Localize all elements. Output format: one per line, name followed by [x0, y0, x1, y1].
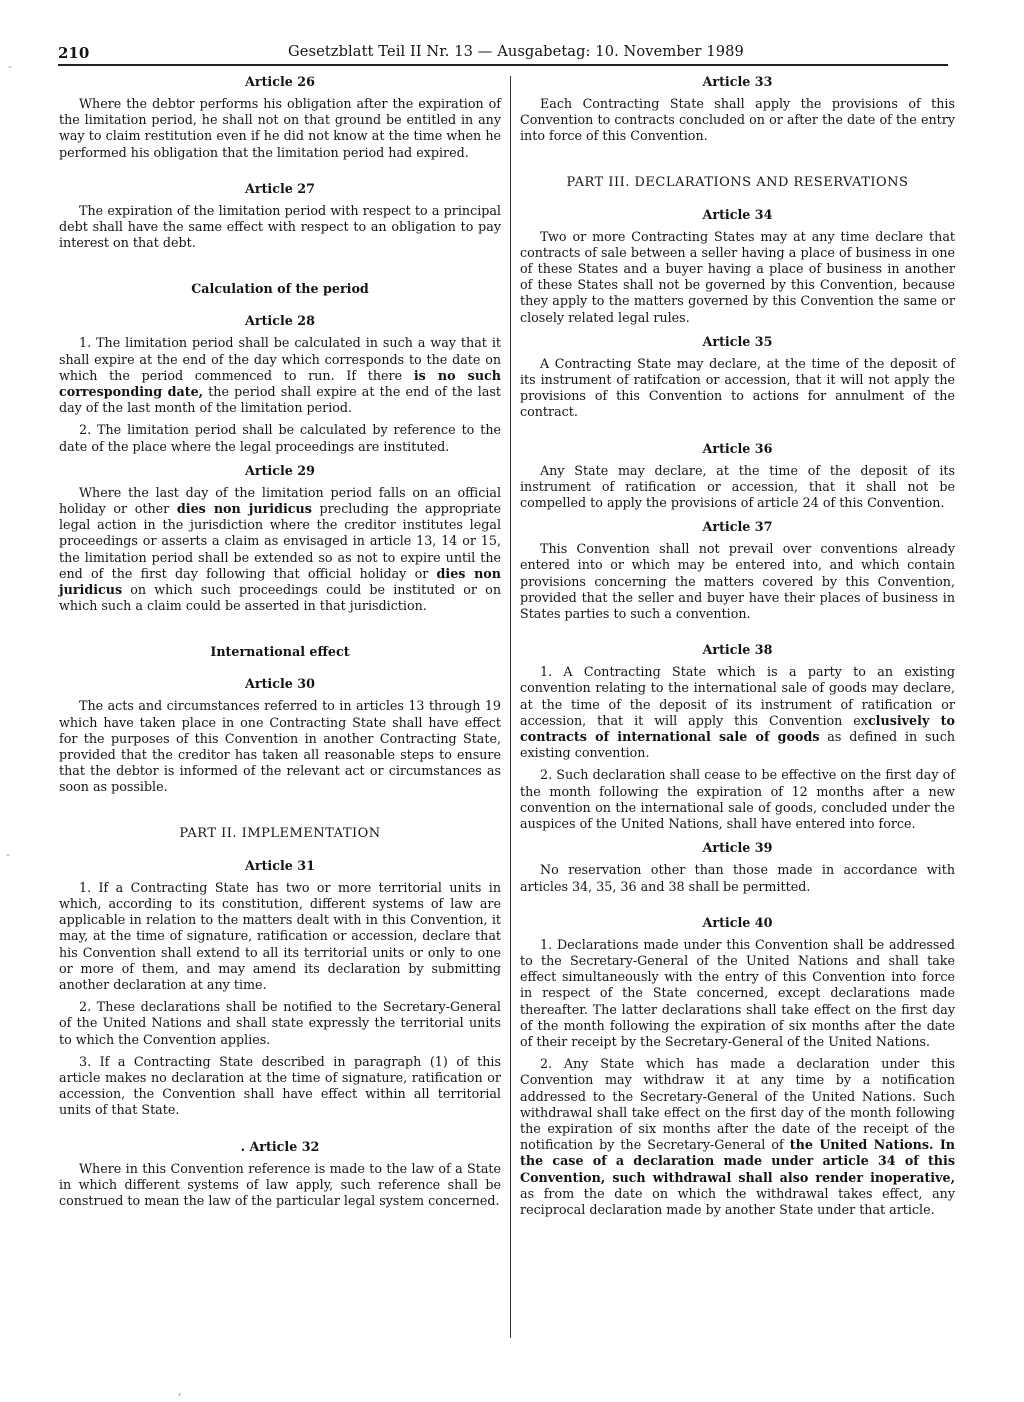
article-title: Article 36 — [702, 440, 773, 456]
article-paragraph: 1. The limitation period shall be calculated in such a way that it shall expire at the end of the day which corresponds to the date on which the period commenced to run. If there is no such corresponding date, the period shall expire at the end of the last day of the last month of the limitation period. — [59, 335, 501, 416]
article-paragraph: The acts and circumstances referred to in articles 13 through 19 which have taken place in one Contracting State shall have effect for the purposes of this Convention in another Contracting State, provided that the creditor has taken all reasonable steps to ensure that the debtor is informed of the relevant act or circumstances as soon as possible. — [59, 698, 501, 795]
article-title: Article 34 — [702, 206, 773, 222]
article-title: Article 30 — [245, 676, 315, 692]
scan-mark: - — [6, 848, 10, 861]
article-title: Article 29 — [245, 462, 315, 478]
article-title: Article 31 — [245, 857, 315, 873]
article-paragraph: A Contracting State may declare, at the time of the deposit of its instrument of ratifcation or accession, that it will not apply the provisions of this Convention to actions for annulment of the contract. — [520, 355, 955, 420]
article-title: Article 27 — [245, 180, 315, 196]
article-paragraph: 2. These declarations shall be notified to the Secretary-General of the United Nations and shall state expressly the territorial units to which the Convention applies. — [59, 999, 501, 1047]
article-paragraph: 1. Declarations made under this Convention shall be addressed to the Secretary-General of the United Nations and shall take effect simultaneously with the entry of this Convention into force in respect of the State concerned, except declarations made thereafter. The latter declarations shall take effect on the first day of the month following the expiration of six months after the date of their receipt by the Secretary-General of the United Nations. — [520, 936, 955, 1049]
article-paragraph: Each Contracting State shall apply the provisions of this Convention to contracts concluded on or after the date of the entry into force of this Convention. — [520, 96, 955, 144]
article-paragraph: 1. A Contracting State which is a party to an existing convention relating to the international sale of goods may declare, at the time of the deposit of its instrument of ratification or accession, that it will apply this Convention exclusively to contracts of international sale of goods as defined in such existing convention. — [520, 664, 955, 761]
article-title: Article 37 — [702, 519, 773, 535]
article-paragraph: 1. If a Contracting State has two or more territorial units in which, according to its constitution, different systems of law are applicable in relation to the matters dealt with in this Convention, it may, at the time of signature, ratification or accession, declare that his Convention shall extend to all its territorial units or only to one or more of them, and may amend its declaration by submitting another declaration at any time. — [59, 879, 501, 992]
right-column — [520, 74, 955, 1224]
article-paragraph: 2. Any State which has made a declaration under this Convention may withdraw it at any time by a notification addressed to the Secretary-General of the United Nations. Such withdrawal shall take effect on the first day of the month following the expiration of six months after the date of the receipt of the notification by the Secretary-General of the United Nations. In the case of a declaration made under article 34 of this Convention, such withdrawal shall also render inoperative, as from the date on which the withdrawal takes effect, any reciprocal declaration made by another State under that article. — [520, 1056, 955, 1217]
article-paragraph: Where the debtor performs his obligation after the expiration of the limitation period, he shall not on that ground be entitled in any way to claim restitution even if he did not know at the time when he performed his obligation that the limitation period had expired. — [59, 96, 501, 160]
section-heading: International effect — [210, 644, 350, 660]
article-paragraph: The expiration of the limitation period with respect to a principal debt shall have the same effect with respect to an obligation to pay interest on that debt. — [59, 202, 501, 251]
article-paragraph: Any State may declare, at the time of the deposit of its instrument of ratification or accession, that it shall not be compelled to apply the provisions of article 24 of this Convention. — [520, 462, 955, 511]
article-title: Article 40 — [702, 914, 773, 930]
article-title: Article 38 — [702, 642, 773, 658]
scan-mark: , — [178, 1385, 182, 1398]
article-title: Article 28 — [245, 313, 315, 329]
article-paragraph: Where the last day of the limitation period falls on an official holiday or other dies non juridicus precluding the appropriate legal action in the jurisdiction where the creditor institutes legal proceedings or asserts a claim as envisaged in article 13, 14 or 15, the limitation period shall be extended so as not to expire until the end of the first day following that official holiday or dies non juridicus on which such proceedings could be instituted or on which such a claim could be asserted in that jurisdiction. — [59, 484, 501, 614]
article-paragraph: 3. If a Contracting State described in paragraph (1) of this article makes no declaration at the time of signature, ratification or accession, the Convention shall have effect within all territorial units of that State. — [59, 1053, 501, 1118]
left-column — [59, 74, 501, 1215]
article-title: Article 33 — [702, 74, 773, 89]
page-number: 210 — [58, 44, 90, 62]
article-paragraph: No reservation other than those made in accordance with articles 34, 35, 36 and 38 shall be permitted. — [520, 862, 955, 894]
column-divider — [510, 76, 511, 1338]
section-heading: Calculation of the period — [191, 281, 369, 297]
article-paragraph: Where in this Convention reference is made to the law of a State in which different systems of law apply, such reference shall be construed to mean the law of the particular legal system concerned. — [59, 1160, 501, 1208]
article-title: . Article 32 — [240, 1138, 320, 1154]
article-paragraph: This Convention shall not prevail over conventions already entered into or which may be entered into, and which contain provisions concerning the matters covered by this Convention, provided that the seller and buyer have their places of business in States parties to such a convention. — [520, 541, 955, 622]
article-title: Article 39 — [702, 840, 773, 856]
article-paragraph: 2. The limitation period shall be calculated by reference to the date of the place where the legal proceedings are instituted. — [59, 422, 501, 454]
article-title: Article 26 — [245, 74, 315, 89]
running-title: Gesetzblatt Teil II Nr. 13 — Ausgabetag: 10. November 1989 — [288, 43, 744, 60]
article-paragraph: Two or more Contracting States may at any time declare that contracts of sale between a seller having a place of business in one of these States and a buyer having a place of business in another of these States shall not be governed by this Convention, because they apply to the matters governed by this Convention the same or closely related legal rules. — [520, 228, 955, 325]
part-heading: PART III. DECLARATIONS AND RESERVATIONS — [566, 174, 909, 190]
part-heading: PART II. IMPLEMENTATION — [179, 825, 381, 841]
scan-mark: - — [8, 60, 12, 73]
page-header — [58, 38, 948, 66]
article-title: Article 35 — [702, 333, 773, 349]
article-paragraph: 2. Such declaration shall cease to be effective on the first day of the month following the expiration of 12 months after a new convention on the international sale of goods, concluded under the auspices of the United Nations, shall have entered into force. — [520, 767, 955, 832]
